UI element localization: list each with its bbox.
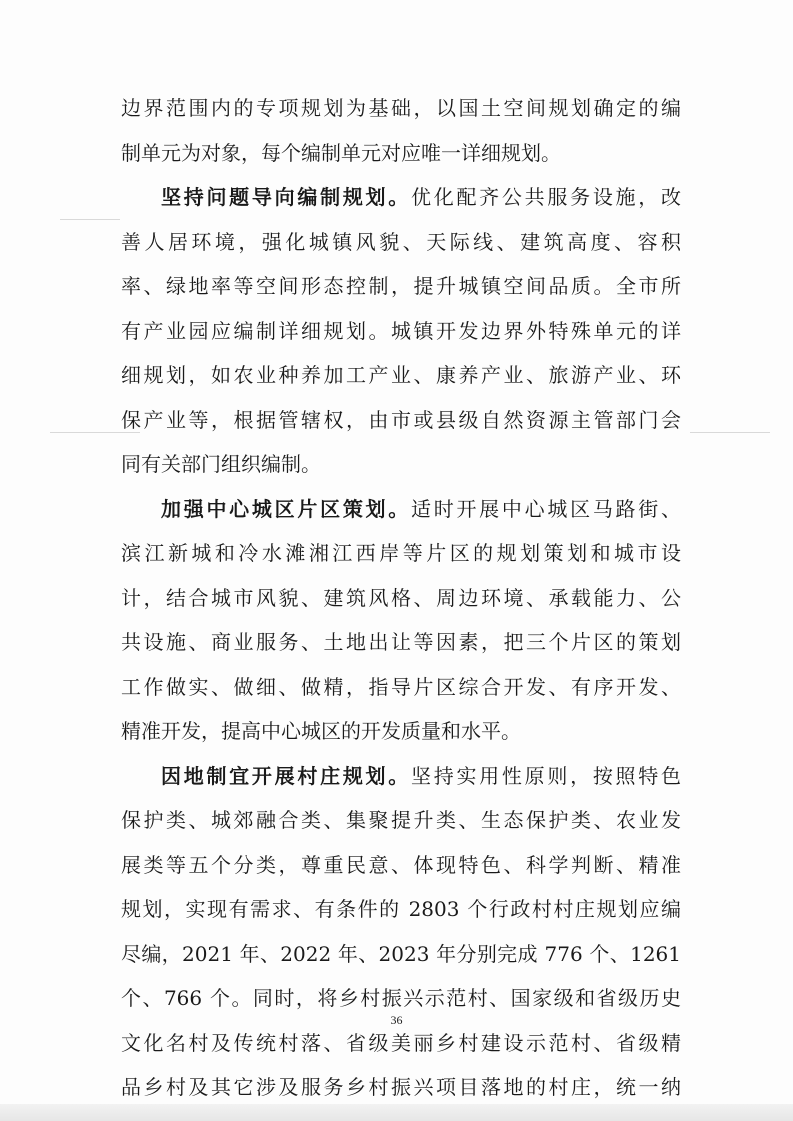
text-line (121, 220, 681, 265)
paragraph-heading-line (121, 175, 681, 220)
line-text: 制单元为对象，每个编制单元对应唯一详细规划。 (121, 140, 561, 165)
text-line (121, 1065, 681, 1110)
text-line (121, 309, 681, 354)
line-text: 细规划，如农业种养加工产业、康养产业、旅游产业、环 (121, 363, 681, 387)
line-text: 优化配齐公共服务设施，改 (411, 185, 681, 209)
line-text: 共设施、商业服务、土地出让等因素，把三个片区的策划 (121, 630, 681, 654)
text-line (121, 843, 681, 888)
text-line (121, 709, 681, 754)
line-text: 尽编，2021 年、2022 年、2023 年分别完成 776 个、1261 (121, 941, 681, 966)
text-line (121, 620, 681, 665)
text-line (121, 932, 681, 977)
line-text: 工作做实、做细、做精，指导片区综合开发、有序开发、 (121, 674, 681, 699)
text-line (121, 887, 681, 932)
paragraph-heading-line (121, 487, 681, 532)
text-line (121, 798, 681, 843)
line-text: 坚持实用性原则，按照特色 (411, 763, 681, 788)
text-line (121, 576, 681, 621)
line-text: 适时开展中心城区马路街、 (411, 496, 681, 521)
body-text (121, 86, 681, 1110)
text-line (121, 131, 681, 176)
line-text: 率、绿地率等空间形态控制，提升城镇空间品质。全市所 (121, 274, 681, 298)
page-bottom-edge (0, 1104, 793, 1121)
section-heading: 加强中心城区片区策划。 (161, 496, 411, 521)
text-line (121, 442, 681, 487)
line-text: 计，结合城市风貌、建筑风格、周边环境、承载能力、公 (121, 585, 681, 610)
line-text: 保产业等，根据管辖权，由市或县级自然资源主管部门会 (121, 407, 681, 432)
section-heading: 因地制宜开展村庄规划。 (161, 763, 411, 788)
paragraph-heading-line (121, 754, 681, 799)
line-text: 规划，实现有需求、有条件的 2803 个行政村村庄规划应编 (121, 897, 681, 921)
section-heading: 坚持问题导向编制规划。 (161, 185, 411, 209)
line-text: 个、766 个。同时，将乡村振兴示范村、国家级和省级历史 (121, 986, 681, 1010)
line-text: 善人居环境，强化城镇风貌、天际线、建筑高度、容积 (121, 229, 681, 254)
scan-artifact (690, 432, 770, 433)
line-text: 同有关部门组织编制。 (121, 452, 321, 476)
line-text: 精准开发，提高中心城区的开发质量和水平。 (121, 719, 521, 743)
line-text: 有产业园应编制详细规划。城镇开发边界外特殊单元的详 (121, 318, 681, 343)
line-text: 滨江新城和冷水滩湘江西岸等片区的规划策划和城市设 (121, 541, 681, 565)
text-line (121, 665, 681, 710)
text-line (121, 531, 681, 576)
line-text: 展类等五个分类，尊重民意、体现特色、科学判断、精准 (121, 852, 681, 877)
line-text: 边界范围内的专项规划为基础，以国土空间规划确定的编 (121, 96, 681, 120)
line-text: 保护类、城郊融合类、集聚提升类、生态保护类、农业发 (121, 808, 681, 832)
text-line (121, 398, 681, 443)
line-text: 品乡村及其它涉及服务乡村振兴项目落地的村庄，统一纳 (121, 1075, 681, 1099)
scan-artifact (60, 219, 120, 220)
text-line (121, 264, 681, 309)
line-text: 文化名村及传统村落、省级美丽乡村建设示范村、省级精 (121, 1030, 681, 1055)
text-line (121, 353, 681, 398)
text-line (121, 86, 681, 131)
page-number: 36 (390, 1013, 403, 1027)
